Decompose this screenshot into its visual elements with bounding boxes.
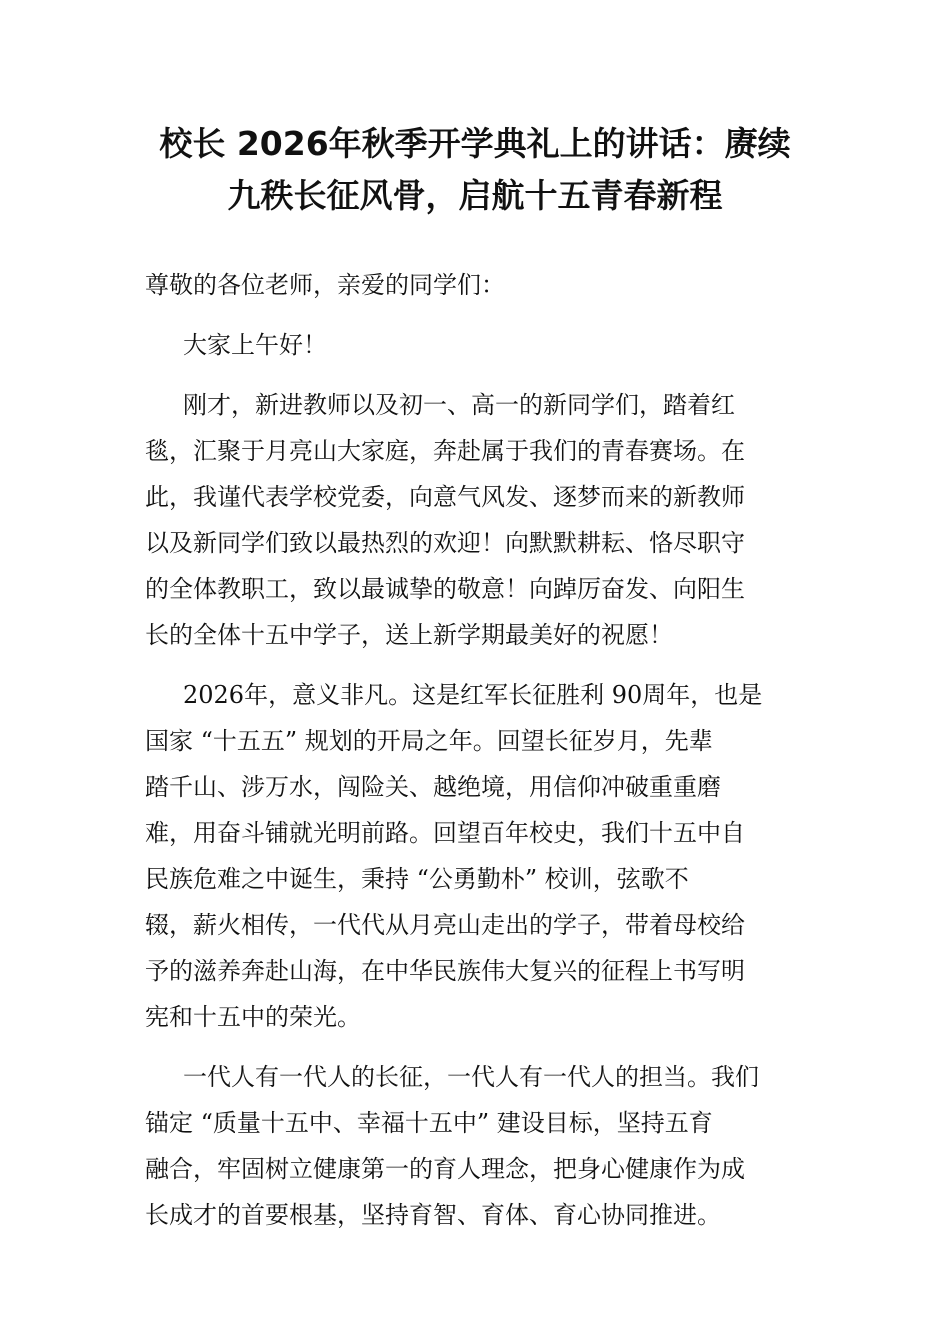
paragraph-line: 予的滋养奔赴山海，在中华民族伟大复兴的征程上书写明 bbox=[145, 957, 745, 985]
paragraph-line: 辍，薪火相传，一代代从月亮山走出的学子，带着母校给 bbox=[145, 911, 745, 939]
salutation: 尊敬的各位老师，亲爱的同学们： bbox=[145, 271, 505, 299]
paragraph-history bbox=[145, 672, 805, 1040]
paragraph-line: 大家上午好！ bbox=[183, 331, 327, 359]
paragraph-line: 踏千山、涉万水，闯险关、越绝境，用信仰冲破重重磨 bbox=[145, 773, 721, 801]
paragraph-line: 融合，牢固树立健康第一的育人理念，把身心健康作为成 bbox=[145, 1155, 745, 1183]
paragraph-line: 锚定 “质量十五中、幸福十五中” 建设目标，坚持五育 bbox=[145, 1109, 713, 1137]
paragraph-line: 民族危难之中诞生，秉持 “公勇勤朴” 校训，弦歌不 bbox=[145, 865, 689, 893]
title-line: 校长 2026年秋季开学典礼上的讲话：赓续 bbox=[159, 124, 791, 163]
document-body bbox=[145, 262, 805, 1252]
document-title bbox=[100, 118, 850, 222]
paragraph-line: 国家 “十五五” 规划的开局之年。回望长征岁月，先辈 bbox=[145, 727, 713, 755]
title-line: 九秩长征风骨，启航十五青春新程 bbox=[227, 176, 723, 215]
paragraph-goals bbox=[145, 1054, 805, 1238]
paragraph-line: 宪和十五中的荣光。 bbox=[145, 1003, 361, 1031]
paragraph-line: 毯，汇聚于月亮山大家庭，奔赴属于我们的青春赛场。在 bbox=[145, 437, 745, 465]
paragraph-line: 难，用奋斗铺就光明前路。回望百年校史，我们十五中自 bbox=[145, 819, 745, 847]
paragraph-line: 刚才，新进教师以及初一、高一的新同学们，踏着红 bbox=[183, 391, 735, 419]
paragraph-line: 此，我谨代表学校党委，向意气风发、逐梦而来的新教师 bbox=[145, 483, 745, 511]
paragraph-line: 长的全体十五中学子，送上新学期最美好的祝愿！ bbox=[145, 621, 673, 649]
paragraph-greeting bbox=[145, 322, 805, 368]
paragraph-line: 长成才的首要根基，坚持育智、育体、育心协同推进。 bbox=[145, 1201, 721, 1229]
paragraph-line: 的全体教职工，致以最诚挚的敬意！向踔厉奋发、向阳生 bbox=[145, 575, 745, 603]
paragraph-line: 2026年，意义非凡。这是红军长征胜利 90周年，也是 bbox=[183, 681, 763, 709]
paragraph-line: 以及新同学们致以最热烈的欢迎！向默默耕耘、恪尽职守 bbox=[145, 529, 745, 557]
paragraph-line: 一代人有一代人的长征，一代人有一代人的担当。我们 bbox=[183, 1063, 759, 1091]
paragraph-welcome bbox=[145, 382, 805, 658]
